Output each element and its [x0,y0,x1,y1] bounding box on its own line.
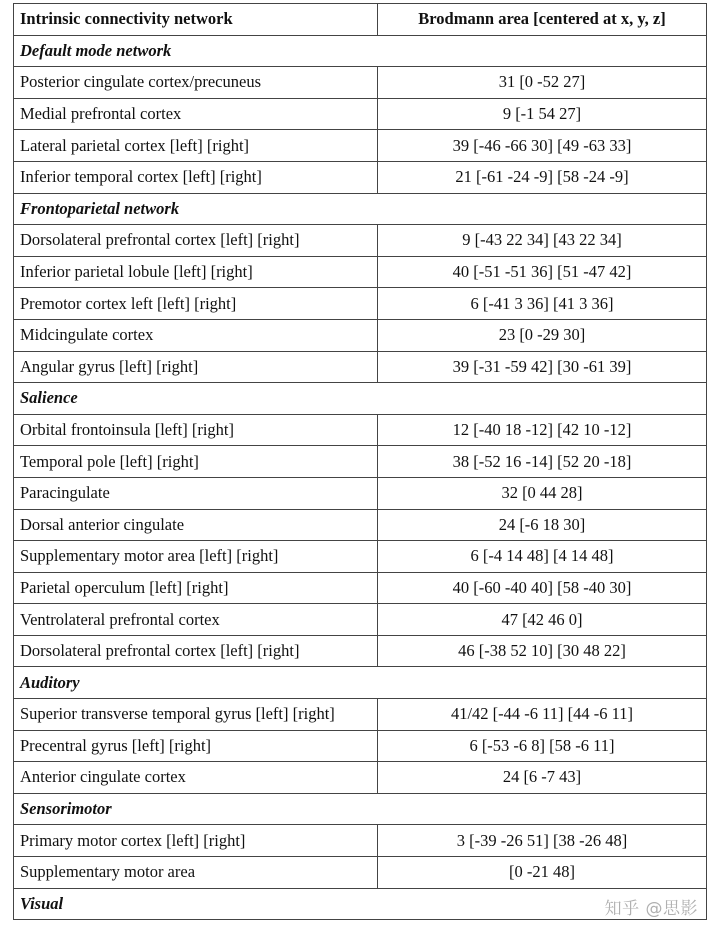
brodmann-area-cell: 40 [-60 -40 40] [58 -40 30] [378,572,707,604]
table-row [14,414,707,446]
brodmann-area-cell: 40 [-51 -51 36] [51 -47 42] [378,256,707,288]
region-cell: Supplementary motor area [left] [right] [14,541,378,573]
table-row [14,825,707,857]
section-row [14,667,707,699]
region-cell: Dorsolateral prefrontal cortex [left] [right] [14,635,378,667]
region-cell: Anterior cingulate cortex [14,762,378,794]
brodmann-area-cell: 31 [0 -52 27] [378,67,707,99]
brodmann-area-cell: 32 [0 44 28] [378,477,707,509]
region-cell: Lateral parietal cortex [left] [right] [14,130,378,162]
brodmann-area-cell: 6 [-53 -6 8] [58 -6 11] [378,730,707,762]
header-network: Intrinsic connectivity network [14,4,378,36]
region-cell: Orbital frontoinsula [left] [right] [14,414,378,446]
section-row [14,793,707,825]
table-row [14,161,707,193]
region-cell: Dorsal anterior cingulate [14,509,378,541]
table-row [14,98,707,130]
connectivity-table [13,3,707,920]
section-title: Sensorimotor [14,793,707,825]
watermark: 知乎 @思影 [604,899,698,919]
region-cell: Paracingulate [14,477,378,509]
table-row [14,288,707,320]
region-cell: Inferior temporal cortex [left] [right] [14,161,378,193]
region-cell: Posterior cingulate cortex/precuneus [14,67,378,99]
table-row [14,572,707,604]
table-row [14,130,707,162]
table-row [14,225,707,257]
brodmann-area-cell: 3 [-39 -26 51] [38 -26 48] [378,825,707,857]
section-row [14,383,707,415]
table-row [14,446,707,478]
region-cell: Angular gyrus [left] [right] [14,351,378,383]
region-cell: Premotor cortex left [left] [right] [14,288,378,320]
table-row [14,256,707,288]
connectivity-table-container [13,3,706,920]
region-cell: Midcingulate cortex [14,319,378,351]
brodmann-area-cell: 23 [0 -29 30] [378,319,707,351]
brodmann-area-cell: 9 [-1 54 27] [378,98,707,130]
section-title: Auditory [14,667,707,699]
region-cell: Medial prefrontal cortex [14,98,378,130]
brodmann-area-cell: 46 [-38 52 10] [30 48 22] [378,635,707,667]
table-row [14,635,707,667]
table-row [14,541,707,573]
brodmann-area-cell: 6 [-41 3 36] [41 3 36] [378,288,707,320]
section-title: Frontoparietal network [14,193,707,225]
region-cell: Precentral gyrus [left] [right] [14,730,378,762]
table-row [14,477,707,509]
region-cell: Primary motor cortex [left] [right] [14,825,378,857]
region-cell: Dorsolateral prefrontal cortex [left] [right] [14,225,378,257]
brodmann-area-cell: 39 [-31 -59 42] [30 -61 39] [378,351,707,383]
brodmann-area-cell: 24 [6 -7 43] [378,762,707,794]
brodmann-area-cell: 41/42 [-44 -6 11] [44 -6 11] [378,699,707,731]
brodmann-area-cell: 12 [-40 18 -12] [42 10 -12] [378,414,707,446]
table-row [14,67,707,99]
header-brodmann-area: Brodmann area [centered at x, y, z] [378,4,707,36]
brodmann-area-cell: 39 [-46 -66 30] [49 -63 33] [378,130,707,162]
section-row [14,193,707,225]
region-cell: Temporal pole [left] [right] [14,446,378,478]
brodmann-area-cell: 47 [42 46 0] [378,604,707,636]
table-header-row [14,4,707,36]
brodmann-area-cell: 6 [-4 14 48] [4 14 48] [378,541,707,573]
table-row [14,857,707,889]
section-row [14,35,707,67]
table-row [14,762,707,794]
region-cell: Inferior parietal lobule [left] [right] [14,256,378,288]
brodmann-area-cell: 24 [-6 18 30] [378,509,707,541]
table-row [14,351,707,383]
region-cell: Ventrolateral prefrontal cortex [14,604,378,636]
section-title: Default mode network [14,35,707,67]
region-cell: Superior transverse temporal gyrus [left] [right] [14,699,378,731]
table-row [14,730,707,762]
region-cell: Parietal operculum [left] [right] [14,572,378,604]
table-row [14,509,707,541]
brodmann-area-cell: 21 [-61 -24 -9] [58 -24 -9] [378,161,707,193]
brodmann-area-cell: 38 [-52 16 -14] [52 20 -18] [378,446,707,478]
table-row [14,604,707,636]
brodmann-area-cell: [0 -21 48] [378,857,707,889]
brodmann-area-cell: 9 [-43 22 34] [43 22 34] [378,225,707,257]
table-row [14,319,707,351]
section-title: Salience [14,383,707,415]
region-cell: Supplementary motor area [14,857,378,889]
table-row [14,699,707,731]
section-title: Visual [14,888,707,920]
table-body [14,35,707,920]
section-row [14,888,707,920]
